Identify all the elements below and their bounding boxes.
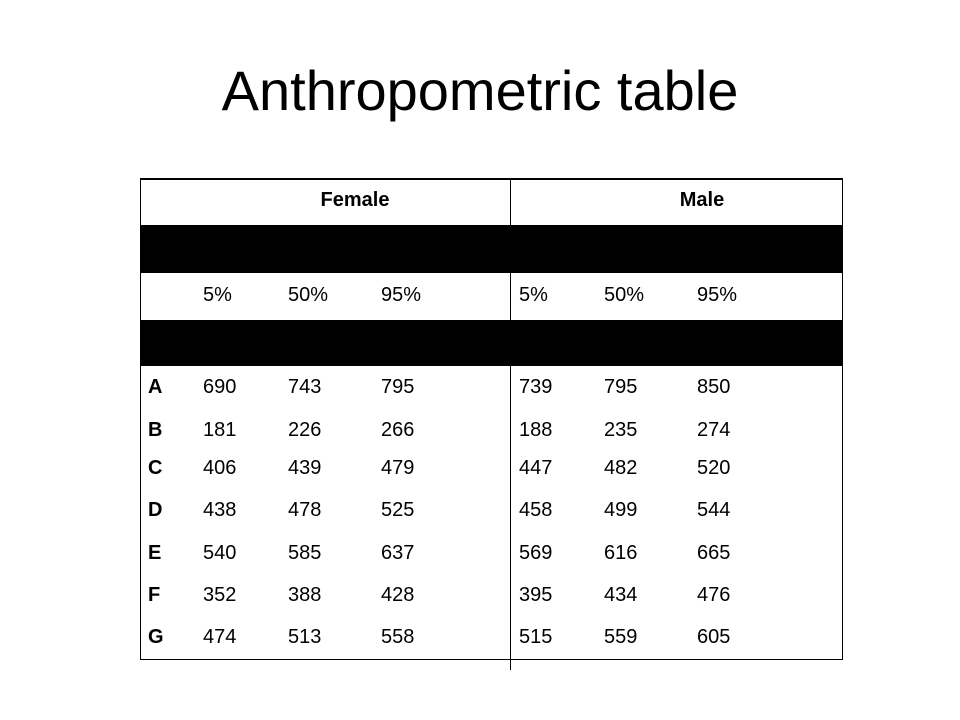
table-cell: 665 xyxy=(697,542,731,564)
table-cell: 235 xyxy=(604,419,638,441)
table-cell: 513 xyxy=(288,626,322,648)
table-cell: 226 xyxy=(288,419,322,441)
table-cell: 482 xyxy=(604,457,638,479)
percentile-header: 95% xyxy=(697,284,738,306)
percentile-header: 5% xyxy=(203,284,232,306)
percentile-header: 5% xyxy=(519,284,548,306)
table-cell: 479 xyxy=(381,457,415,479)
table-cell: 438 xyxy=(203,499,237,521)
table-cell: 605 xyxy=(697,626,731,648)
table-cell: 428 xyxy=(381,584,415,606)
table-cell: 690 xyxy=(203,376,237,398)
table-cell: 743 xyxy=(288,376,322,398)
table-cell: 558 xyxy=(381,626,415,648)
table-cell: 850 xyxy=(697,376,731,398)
table-cell: 478 xyxy=(288,499,322,521)
table-cell: 395 xyxy=(519,584,553,606)
table-cell: 616 xyxy=(604,542,638,564)
table-cell: 352 xyxy=(203,584,237,606)
table-cell: 525 xyxy=(381,499,415,521)
table-cell: 637 xyxy=(381,542,415,564)
table-cell: 515 xyxy=(519,626,553,648)
table-cell: 540 xyxy=(203,542,237,564)
percentile-header: 50% xyxy=(288,284,329,306)
table-cell: 474 xyxy=(203,626,237,648)
percentile-header: 50% xyxy=(604,284,645,306)
group-divider xyxy=(510,178,511,670)
table-cell: 458 xyxy=(519,499,553,521)
table-cell: 795 xyxy=(604,376,638,398)
table-cell: 520 xyxy=(697,457,731,479)
group-header-male: Male xyxy=(679,189,725,211)
table-cell: 447 xyxy=(519,457,553,479)
row-label: G xyxy=(148,626,164,648)
row-label: B xyxy=(148,419,163,441)
table-cell: 569 xyxy=(519,542,553,564)
table-cell: 181 xyxy=(203,419,237,441)
row-label: D xyxy=(148,499,163,521)
black-band-top xyxy=(140,227,843,273)
row-label: A xyxy=(148,376,163,398)
table-cell: 388 xyxy=(288,584,322,606)
row-label: E xyxy=(148,542,162,564)
table-cell: 406 xyxy=(203,457,237,479)
row-label: F xyxy=(148,584,161,606)
table-cell: 434 xyxy=(604,584,638,606)
table-cell: 476 xyxy=(697,584,731,606)
table-cell: 439 xyxy=(288,457,322,479)
table-cell: 274 xyxy=(697,419,731,441)
table-cell: 795 xyxy=(381,376,415,398)
table-cell: 559 xyxy=(604,626,638,648)
table-cell: 499 xyxy=(604,499,638,521)
black-band-bottom xyxy=(140,320,843,366)
table-cell: 585 xyxy=(288,542,322,564)
table-cell: 739 xyxy=(519,376,553,398)
row-label: C xyxy=(148,457,163,479)
table-cell: 188 xyxy=(519,419,553,441)
table-cell: 544 xyxy=(697,499,731,521)
percentile-header: 95% xyxy=(381,284,422,306)
slide-title: Anthropometric table xyxy=(221,59,739,122)
group-header-female: Female xyxy=(320,189,390,211)
table-cell: 266 xyxy=(381,419,415,441)
